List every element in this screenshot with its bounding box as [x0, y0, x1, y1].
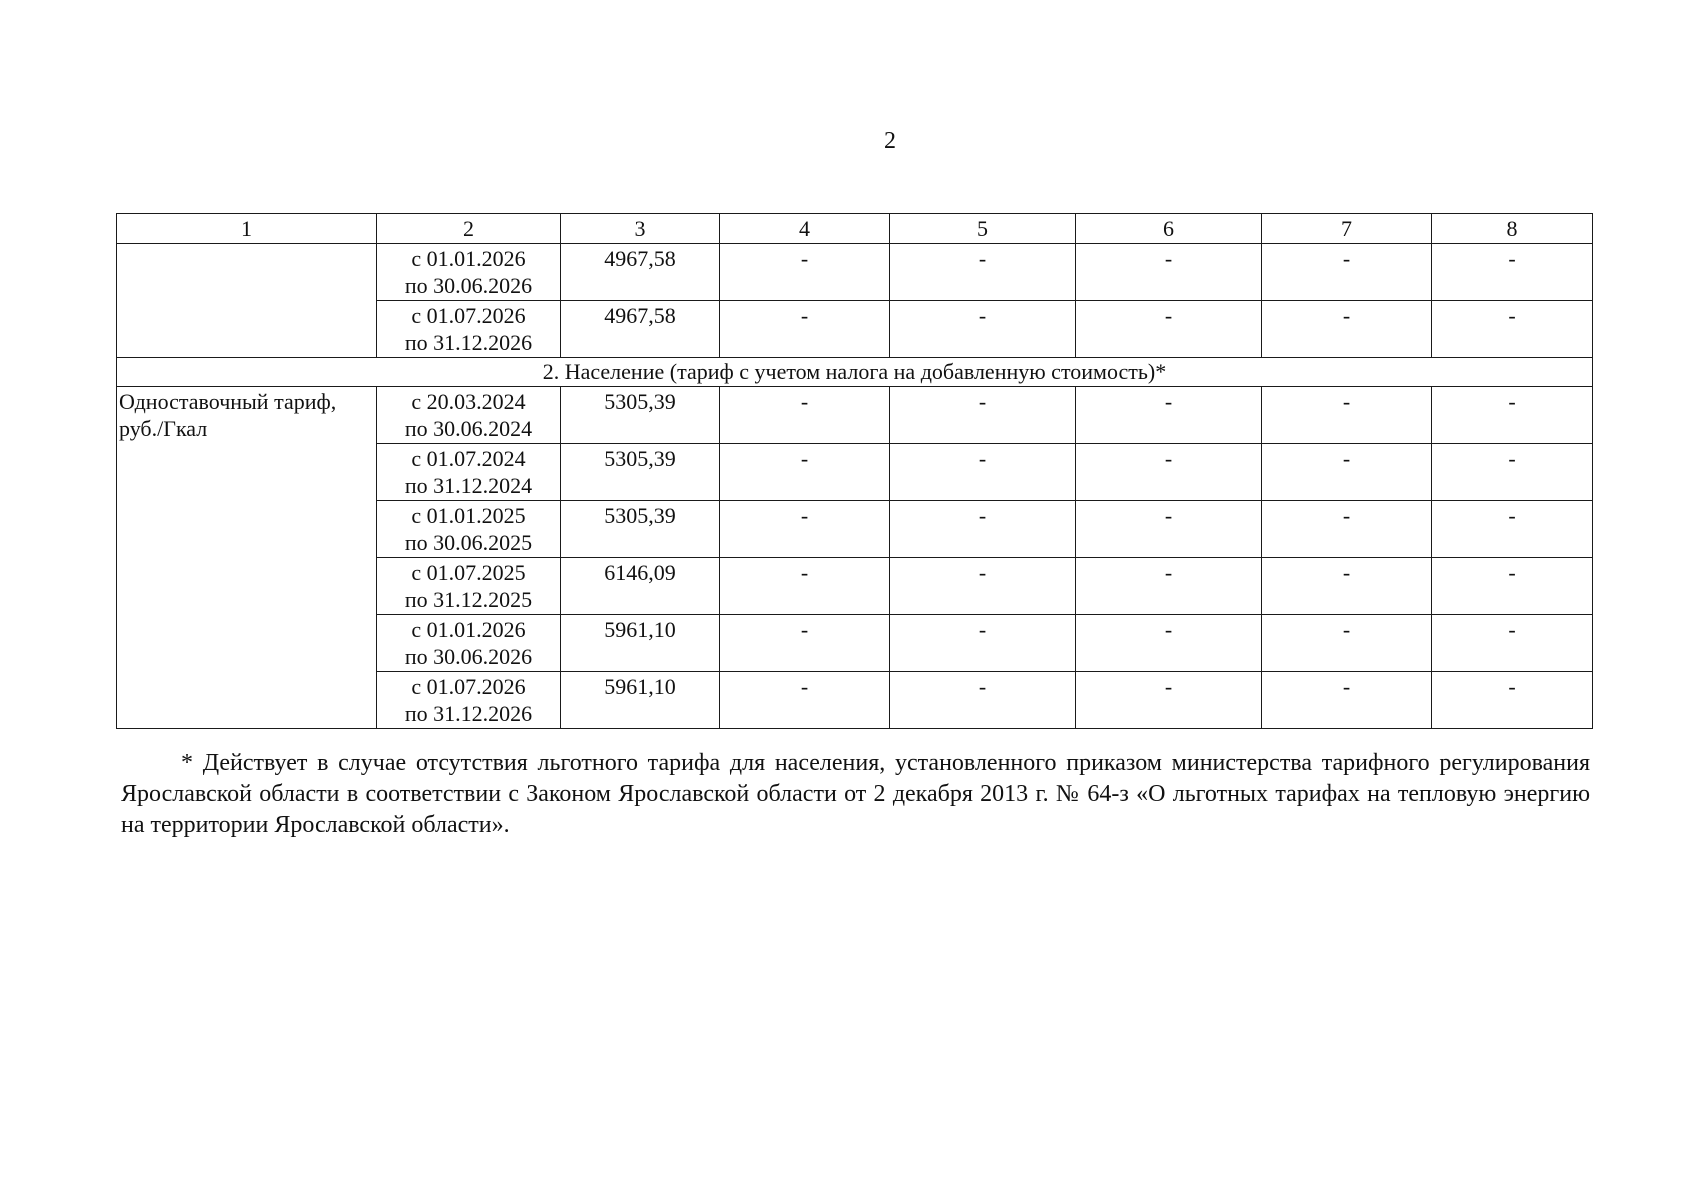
column-number: 6 [1076, 214, 1262, 244]
empty-value-dash: - [1076, 672, 1262, 729]
tariff-value: 4967,58 [561, 244, 720, 301]
empty-value-dash: - [720, 615, 890, 672]
table-row [117, 244, 1593, 301]
empty-value-dash: - [890, 444, 1076, 501]
empty-value-dash: - [890, 387, 1076, 444]
empty-value-dash: - [1262, 501, 1432, 558]
empty-value-dash: - [1262, 244, 1432, 301]
empty-name-cell [117, 244, 377, 358]
tariff-table [116, 213, 1593, 729]
column-number: 1 [117, 214, 377, 244]
period-cell [377, 672, 561, 729]
column-number: 4 [720, 214, 890, 244]
section-header-row [117, 358, 1593, 387]
period-to: по 30.06.2025 [404, 530, 533, 555]
empty-value-dash: - [1262, 387, 1432, 444]
empty-value-dash: - [1432, 501, 1593, 558]
period-to: по 30.06.2024 [404, 416, 533, 441]
period-cell [377, 301, 561, 358]
empty-value-dash: - [1076, 558, 1262, 615]
period-cell [377, 387, 561, 444]
period-from: с 01.07.2024 [411, 446, 526, 471]
empty-value-dash: - [1432, 244, 1593, 301]
column-number: 8 [1432, 214, 1593, 244]
period-to: по 31.12.2026 [404, 330, 533, 355]
empty-value-dash: - [1262, 301, 1432, 358]
tariff-value: 5961,10 [561, 615, 720, 672]
tariff-value: 4967,58 [561, 301, 720, 358]
empty-value-dash: - [1432, 558, 1593, 615]
empty-value-dash: - [720, 501, 890, 558]
period-to: по 31.12.2024 [404, 473, 533, 498]
empty-value-dash: - [1262, 444, 1432, 501]
empty-value-dash: - [1076, 387, 1262, 444]
empty-value-dash: - [1262, 615, 1432, 672]
empty-value-dash: - [1262, 558, 1432, 615]
period-from: с 01.01.2026 [411, 617, 526, 642]
empty-value-dash: - [1432, 615, 1593, 672]
section-title: 2. Население (тариф с учетом налога на добавленную стоимость)* [117, 358, 1593, 387]
period-cell [377, 558, 561, 615]
empty-value-dash: - [1432, 301, 1593, 358]
period-to: по 30.06.2026 [404, 644, 533, 669]
column-number: 2 [377, 214, 561, 244]
period-from: с 20.03.2024 [411, 389, 526, 414]
empty-value-dash: - [720, 444, 890, 501]
period-from: с 01.07.2025 [411, 560, 526, 585]
period-from: с 01.01.2026 [411, 246, 526, 271]
table-row [117, 387, 1593, 444]
empty-value-dash: - [720, 387, 890, 444]
empty-value-dash: - [720, 301, 890, 358]
empty-value-dash: - [890, 501, 1076, 558]
column-number-row [117, 214, 1593, 244]
empty-value-dash: - [1262, 672, 1432, 729]
empty-value-dash: - [1432, 444, 1593, 501]
empty-value-dash: - [720, 672, 890, 729]
empty-value-dash: - [890, 244, 1076, 301]
period-from: с 01.07.2026 [411, 674, 526, 699]
period-from: с 01.07.2026 [411, 303, 526, 328]
page-number: 2 [884, 128, 896, 154]
period-from: с 01.01.2025 [411, 503, 526, 528]
empty-value-dash: - [890, 672, 1076, 729]
empty-value-dash: - [720, 244, 890, 301]
tariff-name: Одноставочный тариф, руб./Гкал [117, 387, 377, 729]
tariff-value: 5305,39 [561, 387, 720, 444]
tariff-value: 5961,10 [561, 672, 720, 729]
empty-value-dash: - [1076, 615, 1262, 672]
period-cell [377, 615, 561, 672]
empty-value-dash: - [890, 615, 1076, 672]
tariff-value: 5305,39 [561, 444, 720, 501]
empty-value-dash: - [1076, 244, 1262, 301]
period-to: по 31.12.2025 [404, 587, 533, 612]
empty-value-dash: - [1432, 387, 1593, 444]
tariff-value: 5305,39 [561, 501, 720, 558]
empty-value-dash: - [890, 301, 1076, 358]
period-cell [377, 501, 561, 558]
period-cell [377, 444, 561, 501]
column-number: 7 [1262, 214, 1432, 244]
period-cell [377, 244, 561, 301]
empty-value-dash: - [890, 558, 1076, 615]
empty-value-dash: - [1076, 501, 1262, 558]
empty-value-dash: - [1432, 672, 1593, 729]
empty-value-dash: - [1076, 301, 1262, 358]
empty-value-dash: - [720, 558, 890, 615]
empty-value-dash: - [1076, 444, 1262, 501]
period-to: по 31.12.2026 [404, 701, 533, 726]
footnote: * Действует в случае отсутствия льготного тарифа для населения, установленного приказом министерства тарифного регулирования Ярославской области в соответствии с Законом Ярославской области от 2 декабря 2013 г. № 64-з «О льготных тарифах на тепловую энергию на территории Ярославской области». [121, 750, 1590, 838]
column-number: 3 [561, 214, 720, 244]
tariff-value: 6146,09 [561, 558, 720, 615]
column-number: 5 [890, 214, 1076, 244]
period-to: по 30.06.2026 [404, 273, 533, 298]
